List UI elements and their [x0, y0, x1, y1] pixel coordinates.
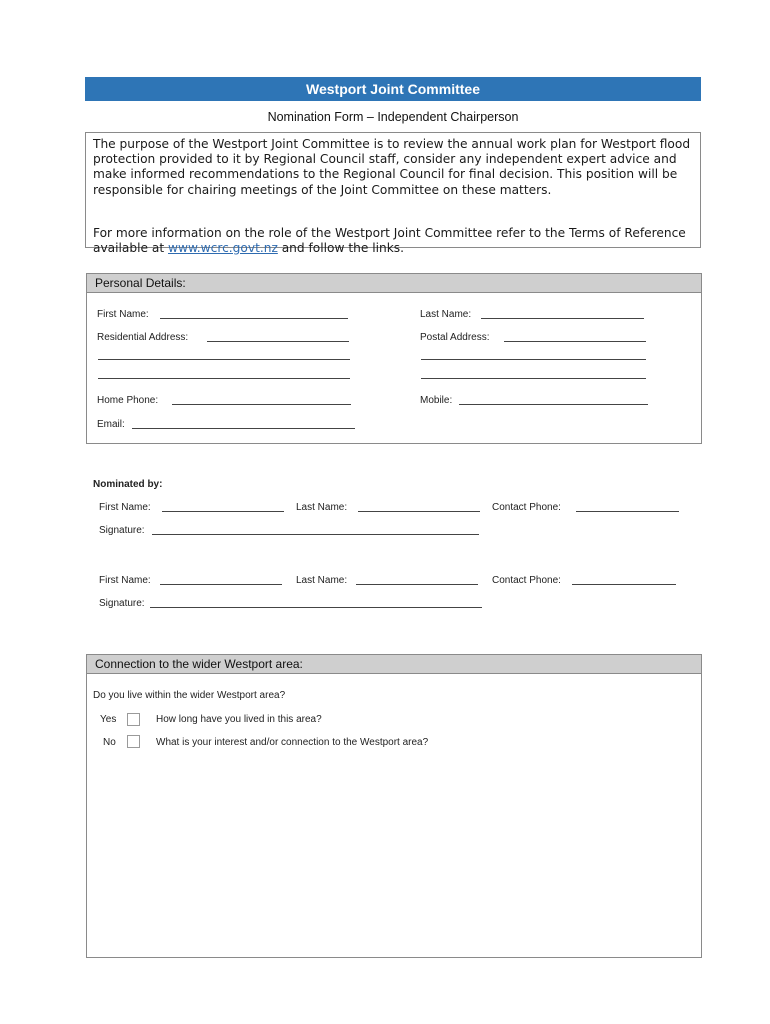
nominator2-last-name-field[interactable]: [356, 584, 478, 585]
more-info-prefix: For more information on the role of the Westport Joint Committee refer to the Terms of Reference available at: [93, 226, 686, 256]
intro-box: [85, 132, 701, 256]
nominator2-first-name-field[interactable]: [160, 584, 282, 585]
nominator2-signature-field[interactable]: [150, 607, 482, 608]
nominator2-contact-phone-label: Contact Phone:: [492, 575, 561, 586]
live-in-area-question: Do you live within the wider Westport area?: [93, 690, 286, 701]
nominator2-last-name-label: Last Name:: [296, 575, 348, 586]
nominator1-contact-phone-field[interactable]: [576, 511, 679, 512]
nominated-by-heading: Nominated by:: [93, 479, 163, 490]
nominator2-first-name-label: First Name:: [99, 575, 151, 586]
nominator1-contact-phone-label: Contact Phone:: [492, 502, 561, 513]
last-name-field[interactable]: [481, 318, 644, 319]
last-name-label: Last Name:: [420, 309, 472, 320]
personal-details-section: [86, 273, 702, 444]
first-name-field[interactable]: [160, 318, 348, 319]
no-checkbox[interactable]: [127, 735, 140, 748]
email-label: Email:: [97, 419, 125, 430]
more-info-paragraph: [93, 226, 693, 256]
home-phone-field[interactable]: [172, 404, 351, 405]
yes-checkbox[interactable]: [127, 713, 140, 726]
more-info-suffix: and follow the links.: [277, 241, 404, 256]
interest-question: What is your interest and/or connection to the Westport area?: [156, 737, 429, 748]
nominator1-first-name-label: First Name:: [99, 502, 151, 513]
nominator2-contact-phone-field[interactable]: [572, 584, 676, 585]
how-long-question: How long have you lived in this area?: [156, 714, 322, 725]
mobile-field[interactable]: [459, 404, 648, 405]
home-phone-label: Home Phone:: [97, 395, 159, 406]
postal-address-field-2[interactable]: [421, 359, 646, 360]
no-label: No: [103, 737, 116, 748]
nominator1-last-name-field[interactable]: [358, 511, 480, 512]
nominator2-signature-label: Signature:: [99, 598, 145, 609]
nominator1-first-name-field[interactable]: [162, 511, 284, 512]
first-name-label: First Name:: [97, 309, 149, 320]
residential-address-label: Residential Address:: [97, 332, 189, 343]
nominator1-signature-field[interactable]: [152, 534, 479, 535]
postal-address-field-1[interactable]: [504, 341, 646, 342]
residential-address-field-1[interactable]: [207, 341, 349, 342]
email-field[interactable]: [132, 428, 355, 429]
personal-details-header: Personal Details:: [87, 274, 701, 293]
residential-address-field-3[interactable]: [98, 378, 350, 379]
intro-paragraph: The purpose of the Westport Joint Committee is to review the annual work plan for Westport flood protection provided to it by Regional Council staff, consider any independent expert advice and make informed recommendations to the Regional Council for final decision. This position will be responsible for chairing meetings of the Joint Committee on these matters.: [93, 137, 691, 197]
residential-address-field-2[interactable]: [98, 359, 350, 360]
wcrc-link[interactable]: www.wcrc.govt.nz: [168, 241, 278, 256]
form-title: Westport Joint Committee: [85, 77, 701, 101]
connection-header: Connection to the wider Westport area:: [87, 655, 701, 674]
connection-section: [86, 654, 702, 958]
mobile-label: Mobile:: [420, 395, 453, 406]
nominator1-signature-label: Signature:: [99, 525, 145, 536]
yes-label: Yes: [100, 714, 117, 725]
form-subtitle: Nomination Form – Independent Chairperson: [267, 110, 519, 124]
postal-address-label: Postal Address:: [420, 332, 490, 343]
nominator1-last-name-label: Last Name:: [296, 502, 348, 513]
postal-address-field-3[interactable]: [421, 378, 646, 379]
